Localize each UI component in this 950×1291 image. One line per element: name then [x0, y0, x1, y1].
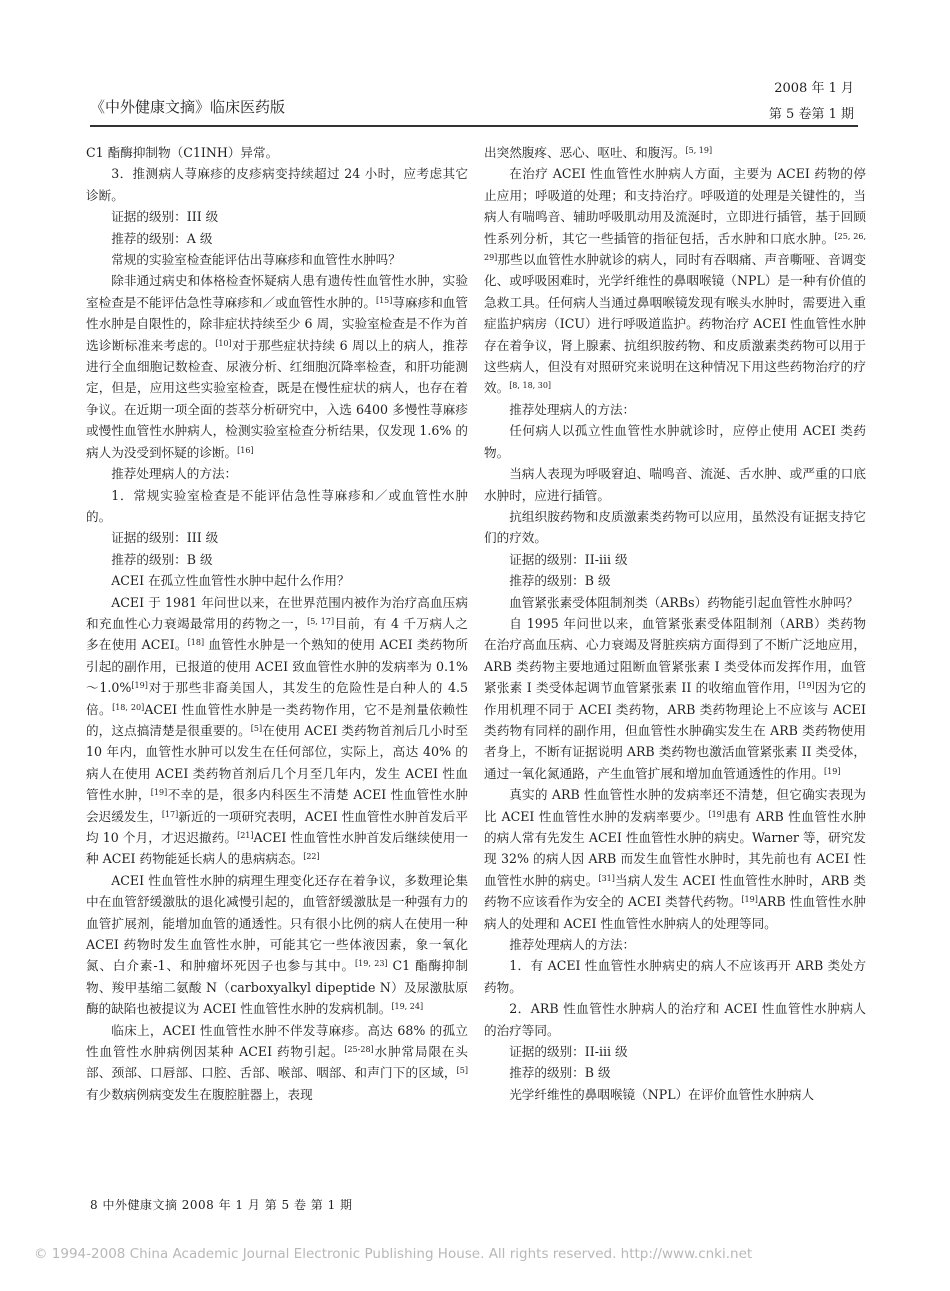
- paragraph: ACEI 在孤立性血管性水肿中起什么作用？: [111, 573, 350, 589]
- citation: [25, 26, 29]: [484, 231, 867, 263]
- citation: [5, 19]: [685, 146, 713, 155]
- citation: [19]: [150, 788, 168, 798]
- paragraph: 推荐的级别：B 级: [509, 573, 611, 589]
- paragraph: 推荐处理病人的方法：: [111, 466, 238, 482]
- paragraph: 出突然腹疼、恶心、呕吐、和腹泻。[5, 19]: [484, 145, 713, 160]
- citation: [25-28]: [344, 1045, 374, 1055]
- journal-title: 《中外健康文摘》临床医药版: [90, 98, 286, 116]
- citation: [19]: [741, 895, 758, 905]
- citation: [19]: [131, 681, 148, 691]
- citation: [17]: [161, 809, 179, 819]
- paragraph: 除非通过病史和体格检查怀疑病人患有遗传性血管性水肿，实验室检查是不能评估急性荨麻疹和／或血管性水肿的。[15]荨麻疹和血管性水肿是自限性的，除非症状持续至少 6 周，实验室检查是不作为首选诊断标准来考虑的。[10]对于那些症状持续 6 周以上的病人，推荐进行全血细胞记数检查、尿液分析、红细胞沉降率检查，和肝功能测定，但是，应用这些实验室检查，既是在慢性症状的病人，也存在着争议。在近期一项全面的荟萃分析研究中，入选 6400 多慢性荨麻疹或慢性血管性水肿病人，检测实验室检查分析结果，仅发现 1.6% 的病人为没受到怀疑的诊断。[16]: [86, 273, 469, 460]
- citation: [10]: [215, 338, 232, 348]
- citation: [5, 17]: [307, 616, 335, 626]
- paragraph: 1．有 ACEI 性血管性水肿病史的病人不应该再开 ARB 类处方药物。: [484, 958, 866, 995]
- paragraph: 当病人表现为呼吸窘迫、喘鸣音、流涎、舌水肿、或严重的口底水肿时，应进行插管。: [484, 466, 866, 503]
- paragraph: 血管紧张素受体阻制剂类（ARBs）药物能引起血管性水肿吗？: [509, 594, 859, 610]
- citation: [19, 24]: [391, 1002, 424, 1012]
- paragraph: 推荐处理病人的方法：: [509, 401, 636, 417]
- citation: [19]: [824, 766, 841, 776]
- citation: [21]: [237, 831, 254, 840]
- issue-volume: 第 5 卷第 1 期: [768, 107, 854, 122]
- citation: [16]: [237, 445, 254, 455]
- paragraph: 证据的级别：II-iii 级: [509, 1044, 628, 1060]
- header-rule: [90, 125, 858, 127]
- copyright-notice: © 1994-2008 China Academic Journal Electronic Publishing House. All rights reserved. http://www.cnki.net: [34, 1246, 753, 1262]
- paragraph: 证据的级别：III 级: [111, 209, 219, 225]
- paragraph: 证据的级别：III 级: [111, 530, 219, 546]
- issue-date: 2008 年 1 月: [774, 81, 854, 96]
- citation: [19]: [798, 681, 815, 691]
- citation: [15]: [375, 295, 393, 305]
- paragraph: 推荐的级别：A 级: [111, 230, 213, 246]
- paragraph: 真实的 ARB 性血管性水肿的发病率还不清楚，但它确实表现为比 ACEI 性血管性水肿的发病率要少。[19]患有 ARB 性血管性水肿的病人常有先发生 ACEI 性血管性水肿的病史。Warner 等，研究发现 32% 的病人因 ARB 而发生血管性水肿时，其先前也有 ACEI 性血管性水肿的病史。[31]当病人发生 ACEI 性血管性水肿时，ARB 类药物不应该看作为安全的 ACEI 类替代药物。[19]ARB 性血管性水肿病人的处理和 ACEI 性血管性水肿病人的处理等同。: [484, 787, 867, 931]
- citation: [5]: [456, 1066, 468, 1076]
- left-column: [86, 142, 468, 1105]
- paragraph: ACEI 性血管性水肿的病理生理变化还存在着争议，多数理论集中在血管舒缓激肽的退化减慢引起的，血管舒缓激肽是一种强有力的血管扩展剂，能增加血管的通透性。只有很小比例的病人在使用一种 ACEI 药物时发生血管性水肿，可能其它一些体液因素，象一氧化氮、白介素-1、和肿瘤坏死因子也参与其中。[19, 23] C1 酯酶抑制物、羧甲基缩二氨酸 N（carboxyalkyl dipeptide N）及尿激肽原酶的缺陷也被提议为 ACEI 性血管性水肿的发病机制。[19, 24]: [86, 872, 468, 1017]
- paragraph: ACEI 于 1981 年问世以来，在世界范围内被作为治疗高血压病和充血性心力衰竭最常用的药物之一，[5, 17]目前，有 4 千万病人之多在使用 ACEI。[18] 血管性水肿是一个熟知的使用 ACEI 类药物所引起的副作用，已报道的使用 ACEI 致血管性水肿的发病率为 0.1%～1.0%[19]对于那些非裔美国人，其发生的危险性是白种人的 4.5 倍。[18, 20]ACEI 性血管性水肿是一类药物作用，它不是剂量依赖性的，这点搞清楚是很重要的。[5]在使用 ACEI 类药物首剂后几小时至 10 年内，血管性水肿可以发生在任何部位，实际上，高达 40% 的病人在使用 ACEI 类药物首剂后几个月至几年内，发生 ACEI 性血管性水肿，[19]不幸的是，很多内科医生不清楚 ACEI 性血管性水肿会迟缓发生，[17]新近的一项研究表明，ACEI 性血管性水肿首发后平均 10 个月，才迟迟撤药。[21]ACEI 性血管性水肿首发后继续使用一种 ACEI 药物能延长病人的患病病态。[22]: [86, 594, 469, 867]
- paragraph: 1．常规实验室检查是不能评估急性荨麻疹和／或血管性水肿的。: [86, 487, 468, 524]
- citation: [19]: [708, 809, 725, 819]
- paragraph: C1 酯酶抑制物（C1INH）异常。: [86, 145, 279, 160]
- paragraph: 2．ARB 性血管性水肿病人的治疗和 ACEI 性血管性水肿病人的治疗等同。: [484, 1001, 866, 1038]
- issue-info: [769, 76, 854, 128]
- paragraph: 证据的级别：II-iii 级: [509, 551, 628, 567]
- citation: [18]: [187, 638, 205, 648]
- paragraph: 推荐的级别：B 级: [509, 1065, 611, 1081]
- page-footer: 8 中外健康文摘 2008 年 1 月 第 5 卷 第 1 期: [90, 1198, 353, 1212]
- paragraph: 常规的实验室检查能评估出荨麻疹和血管性水肿吗？: [111, 252, 401, 268]
- paragraph: 推荐处理病人的方法：: [509, 937, 636, 953]
- paragraph: 自 1995 年问世以来，血管紧张素受体阻制剂（ARB）类药物在治疗高血压病、心力衰竭及肾脏疾病方面得到了不断广泛地应用，ARB 类药物主要地通过阻断血管紧张素 I 类受体而发挥作用，血管紧张素 I 类受体起调节血管紧张素 II 的收缩血管作用，[19]因为它的作用机理不同于 ACEI 类药物，ARB 类药物理论上不应该与 ACEI 类药物有同样的副作用，但血管性水肿确实发生在 ARB 类药物使用者身上，不断有证据说明 ARB 类药物也激活血管紧张素 II 类受体，通过一氧化氮通路，产生血管扩展和增加血管通透性的作用。[19]: [484, 615, 867, 781]
- paragraph: 在治疗 ACEI 性血管性水肿病人方面，主要为 ACEI 药物的停止应用；呼吸道的处理；和支持治疗。呼吸道的处理是关键性的，当病人有喘鸣音、辅助呼吸肌动用及流涎时，立即进行插管，基于回顾性系列分析，其它一些插管的指征包括，舌水肿和口底水肿。[25, 26, 29]那些以血管性水肿就诊的病人，同时有吞咽痛、声音嘶哑、音调变化、或呼吸困难时，光学纤维性的鼻咽喉镜（NPL）是一种有价值的急救工具。任何病人当通过鼻咽喉镜发现有喉头水肿时，需要进入重症监护病房（ICU）进行呼吸道监护。药物治疗 ACEI 性血管性水肿存在着争议，肾上腺素、抗组织胺药物、和皮质激素类药物可以用于这些病人，但没有对照研究来说明在这种情况下用这些药物治疗的疗效。[8, 18, 30]: [484, 166, 867, 396]
- right-column: [484, 142, 866, 1105]
- citation: [18, 20]: [112, 702, 145, 712]
- paragraph: 推荐的级别：B 级: [111, 551, 213, 567]
- citation: [5]: [250, 723, 263, 733]
- paragraph: 任何病人以孤立性血管性水肿就诊时，应停止使用 ACEI 类药物。: [484, 423, 866, 460]
- citation: [22]: [303, 852, 320, 862]
- citation: [19, 23]: [355, 959, 388, 969]
- paragraph: 3．推测病人荨麻疹的皮疹病变持续超过 24 小时，应考虑其它诊断。: [86, 166, 468, 203]
- paragraph: 光学纤维性的鼻咽喉镜（NPL）在评价血管性水肿病人: [509, 1086, 815, 1102]
- paragraph: 临床上，ACEI 性血管性水肿不伴发荨麻疹。高达 68% 的孤立性血管性水肿病例因某种 ACEI 药物引起。[25-28]水肿常局限在头部、颈部、口唇部、口腔、舌部、喉部、咽部、和声门下的区域，[5]有少数病例病变发生在腹腔脏器上，表现: [86, 1022, 469, 1102]
- paragraph: 抗组织胺药物和皮质激素类药物可以应用，虽然没有证据支持它们的疗效。: [484, 508, 866, 546]
- citation: [31]: [598, 873, 615, 883]
- citation: [8, 18, 30]: [509, 381, 552, 391]
